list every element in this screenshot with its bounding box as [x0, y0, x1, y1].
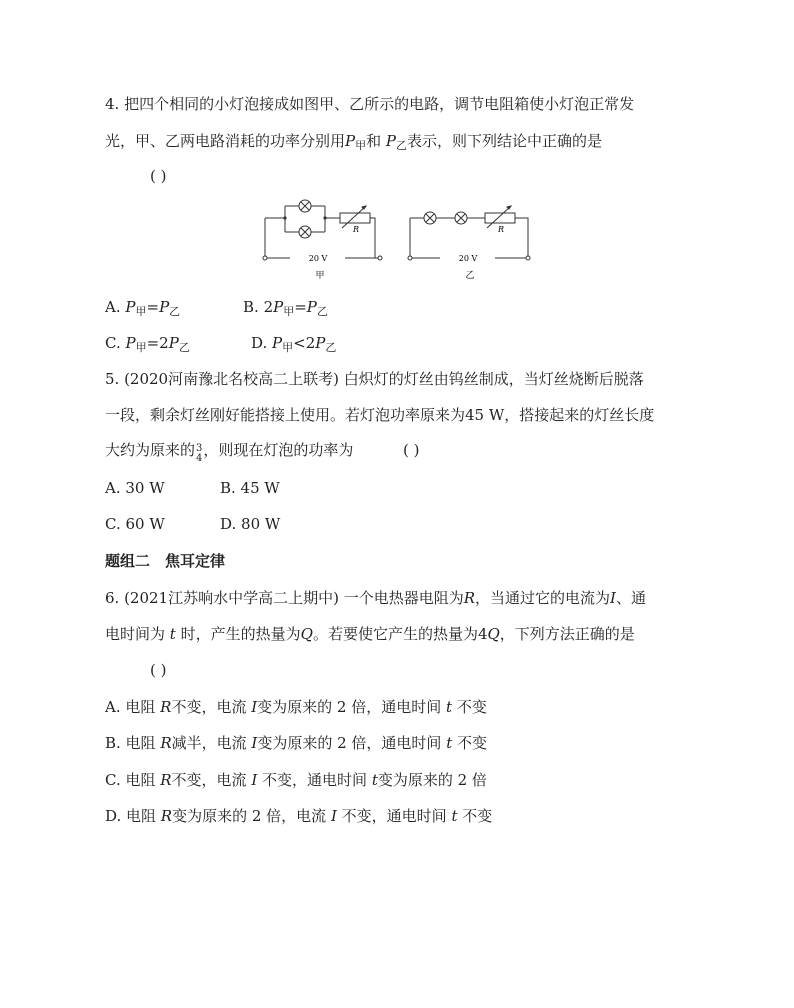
option-operator: =2	[146, 334, 169, 352]
caption-jia: 甲	[315, 271, 325, 281]
q5-stem-line2: 一段，剩余灯丝刚好能搭接上使用。若灯泡功率原来为45 W，搭接起来的灯丝长度	[105, 406, 655, 424]
lamp-icon	[455, 212, 467, 224]
q4-line2-text-a: 光，甲、乙两电路消耗的功率分别用	[105, 132, 346, 150]
q4-he: 和	[366, 132, 382, 150]
q6-stem-line2	[105, 624, 635, 644]
fraction	[196, 444, 202, 464]
var-q: Q	[300, 625, 313, 643]
q6-line1-text-c: 、通	[615, 589, 646, 607]
var-t: t	[169, 625, 176, 643]
p-symbol: P	[168, 334, 179, 352]
sub-yi: 乙	[396, 139, 407, 152]
q5-stem-line3	[105, 440, 353, 464]
var-i: I	[610, 589, 616, 607]
q6-line1-text-b: ，当通过它的电流为	[475, 589, 611, 607]
q5-answer-bracket: ( )	[403, 441, 420, 459]
p-symbol: P	[385, 132, 396, 150]
option-label: C.	[105, 334, 121, 352]
p-symbol: P	[125, 334, 136, 352]
sub-yi: 乙	[316, 305, 328, 318]
sub-yi: 乙	[169, 305, 181, 318]
p-symbol: P	[306, 298, 317, 316]
q6-line2-text-c: 。若要使它产生的热量为4	[312, 625, 488, 643]
q5-option-c: C. 60 W	[105, 515, 165, 533]
p-symbol: P	[159, 298, 170, 316]
q5-line3-text-a: 大约为原来的	[105, 441, 196, 459]
q6-line1-text-a: 6. (2021江苏响水中学高二上期中) 一个电热器电阻为	[105, 589, 464, 607]
option-label: D.	[251, 334, 268, 352]
terminal-dot	[378, 256, 382, 260]
p-symbol: P	[272, 334, 283, 352]
q5-stem-line1: 5. (2020河南豫北名校高二上联考) 白炽灯的灯丝由钨丝制成，当灯丝烧断后脱落	[105, 370, 644, 388]
q6-option-a: A. 电阻 R不变，电流 I变为原来的 2 倍，通电时间 t 不变	[105, 698, 487, 716]
q4-option-a	[105, 297, 180, 322]
caption-yi: 乙	[465, 271, 475, 281]
p-symbol: P	[273, 298, 284, 316]
q4-stem-line1: 4. 把四个相同的小灯泡接成如图甲、乙所示的电路，调节电阻箱使小灯泡正常发	[105, 95, 635, 113]
q6-line2-text-b: 时，产生的热量为	[180, 625, 301, 643]
lamp-icon	[299, 200, 311, 212]
terminal-dot	[263, 256, 267, 260]
q4-option-b	[243, 297, 328, 322]
q4-line2-text-b: 表示，则下列结论中正确的是	[407, 132, 603, 150]
q5-option-a: A. 30 W	[105, 479, 165, 497]
sub-jia: 甲	[135, 341, 147, 354]
q6-option-c: C. 电阻 R不变，电流 I 不变，通电时间 t变为原来的 2 倍	[105, 771, 487, 789]
q6-stem-line1	[105, 588, 646, 608]
q5-line3-text-b: ，则现在灯泡的功率为	[203, 441, 354, 459]
resistor-label: R	[497, 225, 505, 234]
sub-jia: 甲	[355, 139, 367, 152]
sub-yi: 乙	[178, 341, 190, 354]
terminal-dot	[526, 256, 530, 260]
sub-jia: 甲	[135, 305, 147, 318]
q5-option-d: D. 80 W	[220, 515, 281, 533]
fraction-numerator: 3	[196, 443, 203, 454]
option-coef: 2	[263, 298, 274, 316]
q4-answer-bracket: ( )	[150, 167, 167, 185]
lamp-icon	[424, 212, 436, 224]
q6-line2-text-a: 电时间为	[105, 625, 166, 643]
terminal-dot	[408, 256, 412, 260]
sub-yi: 乙	[325, 341, 337, 354]
voltage-label-jia: 20 V	[308, 254, 328, 263]
option-label: A.	[105, 298, 121, 316]
sub-jia: 甲	[283, 305, 295, 318]
circuit-figure	[0, 196, 794, 286]
voltage-label-yi: 20 V	[458, 254, 478, 263]
q6-option-d: D. 电阻 R变为原来的 2 倍，电流 I 不变，通电时间 t 不变	[105, 807, 493, 825]
p-symbol: P	[315, 334, 326, 352]
option-label: B.	[243, 298, 259, 316]
resistor-label: R	[352, 225, 360, 234]
option-operator: <2	[293, 334, 316, 352]
sub-jia: 甲	[282, 341, 294, 354]
option-operator: =	[146, 298, 160, 316]
q6-answer-bracket: ( )	[150, 661, 167, 679]
q6-line2-text-d: ，下列方法正确的是	[499, 625, 635, 643]
p-symbol: P	[125, 298, 136, 316]
q5-option-b: B. 45 W	[220, 479, 280, 497]
junction-dot	[283, 216, 286, 219]
fraction-denominator: 4	[196, 453, 203, 464]
junction-dot	[323, 216, 326, 219]
option-operator: =	[294, 298, 307, 316]
section-heading: 题组二 焦耳定律	[105, 552, 226, 570]
var-r: R	[463, 589, 476, 607]
q4-option-d	[251, 333, 336, 358]
p-symbol: P	[345, 132, 356, 150]
lamp-icon	[299, 226, 311, 238]
q4-option-c	[105, 333, 190, 358]
q6-option-b: B. 电阻 R减半，电流 I变为原来的 2 倍，通电时间 t 不变	[105, 734, 488, 752]
q4-stem-line2	[105, 131, 602, 156]
var-q: Q	[487, 625, 500, 643]
